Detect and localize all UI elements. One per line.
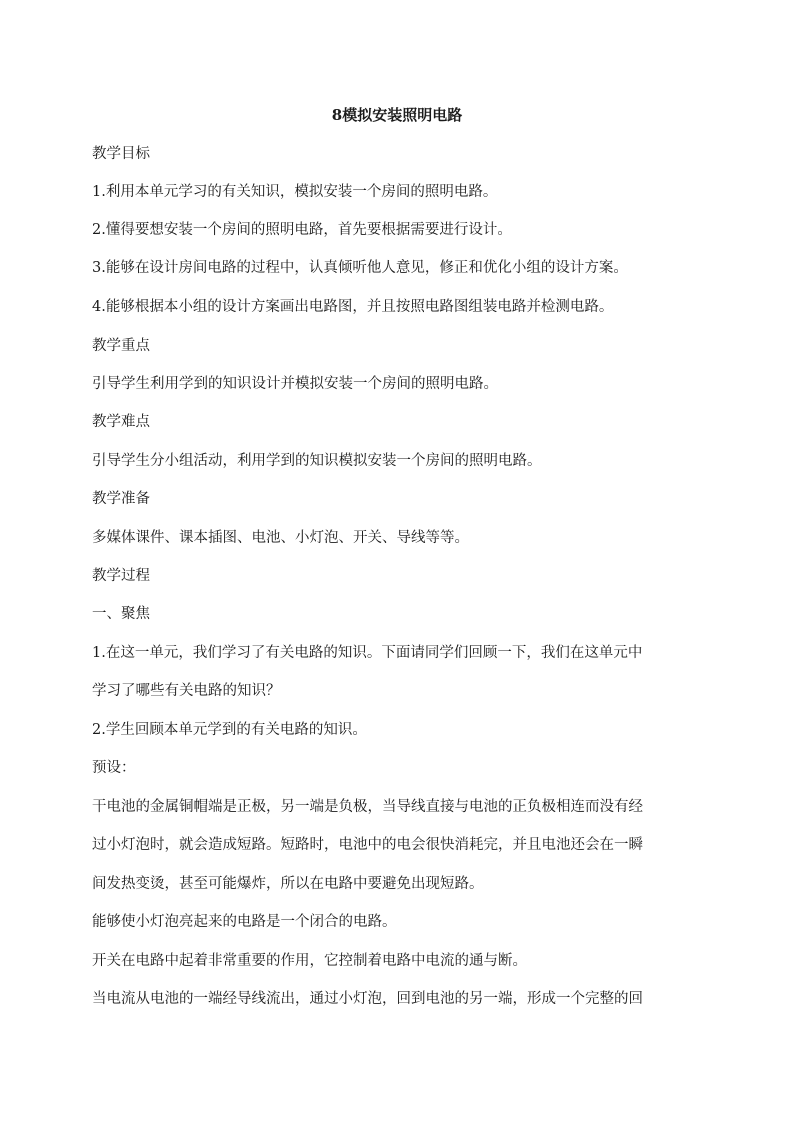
section-heading-objectives: 教学目标 [92,146,150,162]
section-heading-key-points: 教学重点 [92,338,150,354]
subsection-heading-focus: 一、聚焦 [92,606,150,622]
section-heading-preparation: 教学准备 [92,491,150,507]
objective-2: 2.懂得要想安装一个房间的照明电路，首先要根据需要进行设计。 [92,222,512,238]
section-heading-difficulties: 教学难点 [92,414,150,430]
difficulties-text: 引导学生分小组活动，利用学到的知识模拟安装一个房间的照明电路。 [92,453,542,469]
document-title: 8模拟安装照明电路 [331,106,463,124]
objective-4: 4.能够根据本小组的设计方案画出电路图，并且按照电路图组装电路并检测电路。 [92,299,614,315]
paragraph-line: 1.在这一单元，我们学习了有关电路的知识。下面请同学们回顾一下，我们在这单元中 [92,645,643,661]
key-points-text: 引导学生利用学到的知识设计并模拟安装一个房间的照明电路。 [92,376,498,392]
paragraph-line: 学习了哪些有关电路的知识？ [92,683,281,699]
paragraph-line: 当电流从电池的一端经导线流出，通过小灯泡，回到电池的另一端，形成一个完整的回 [92,991,643,1007]
paragraph-line: 干电池的金属铜帽端是正极，另一端是负极，当导线直接与电池的正负极相连而没有经 [92,799,643,815]
paragraph-line: 能够使小灯泡亮起来的电路是一个闭合的电路。 [92,914,397,930]
preparation-text: 多媒体课件、课本插图、电池、小灯泡、开关、导线等等。 [92,530,469,546]
objective-1: 1.利用本单元学习的有关知识，模拟安装一个房间的照明电路。 [92,184,498,200]
paragraph-line: 2.学生回顾本单元学到的有关电路的知识。 [92,722,367,738]
paragraph-line: 间发热变烫，甚至可能爆炸，所以在电路中要避免出现短路。 [92,876,484,892]
objective-3: 3.能够在设计房间电路的过程中，认真倾听他人意见，修正和优化小组的设计方案。 [92,260,628,276]
paragraph-line: 过小灯泡时，就会造成短路。短路时，电池中的电会很快消耗完，并且电池还会在一瞬 [92,837,643,853]
section-heading-process: 教学过程 [92,568,150,584]
paragraph-line: 开关在电路中起着非常重要的作用，它控制着电路中电流的通与断。 [92,953,527,969]
preset-label: 预设： [92,760,136,776]
